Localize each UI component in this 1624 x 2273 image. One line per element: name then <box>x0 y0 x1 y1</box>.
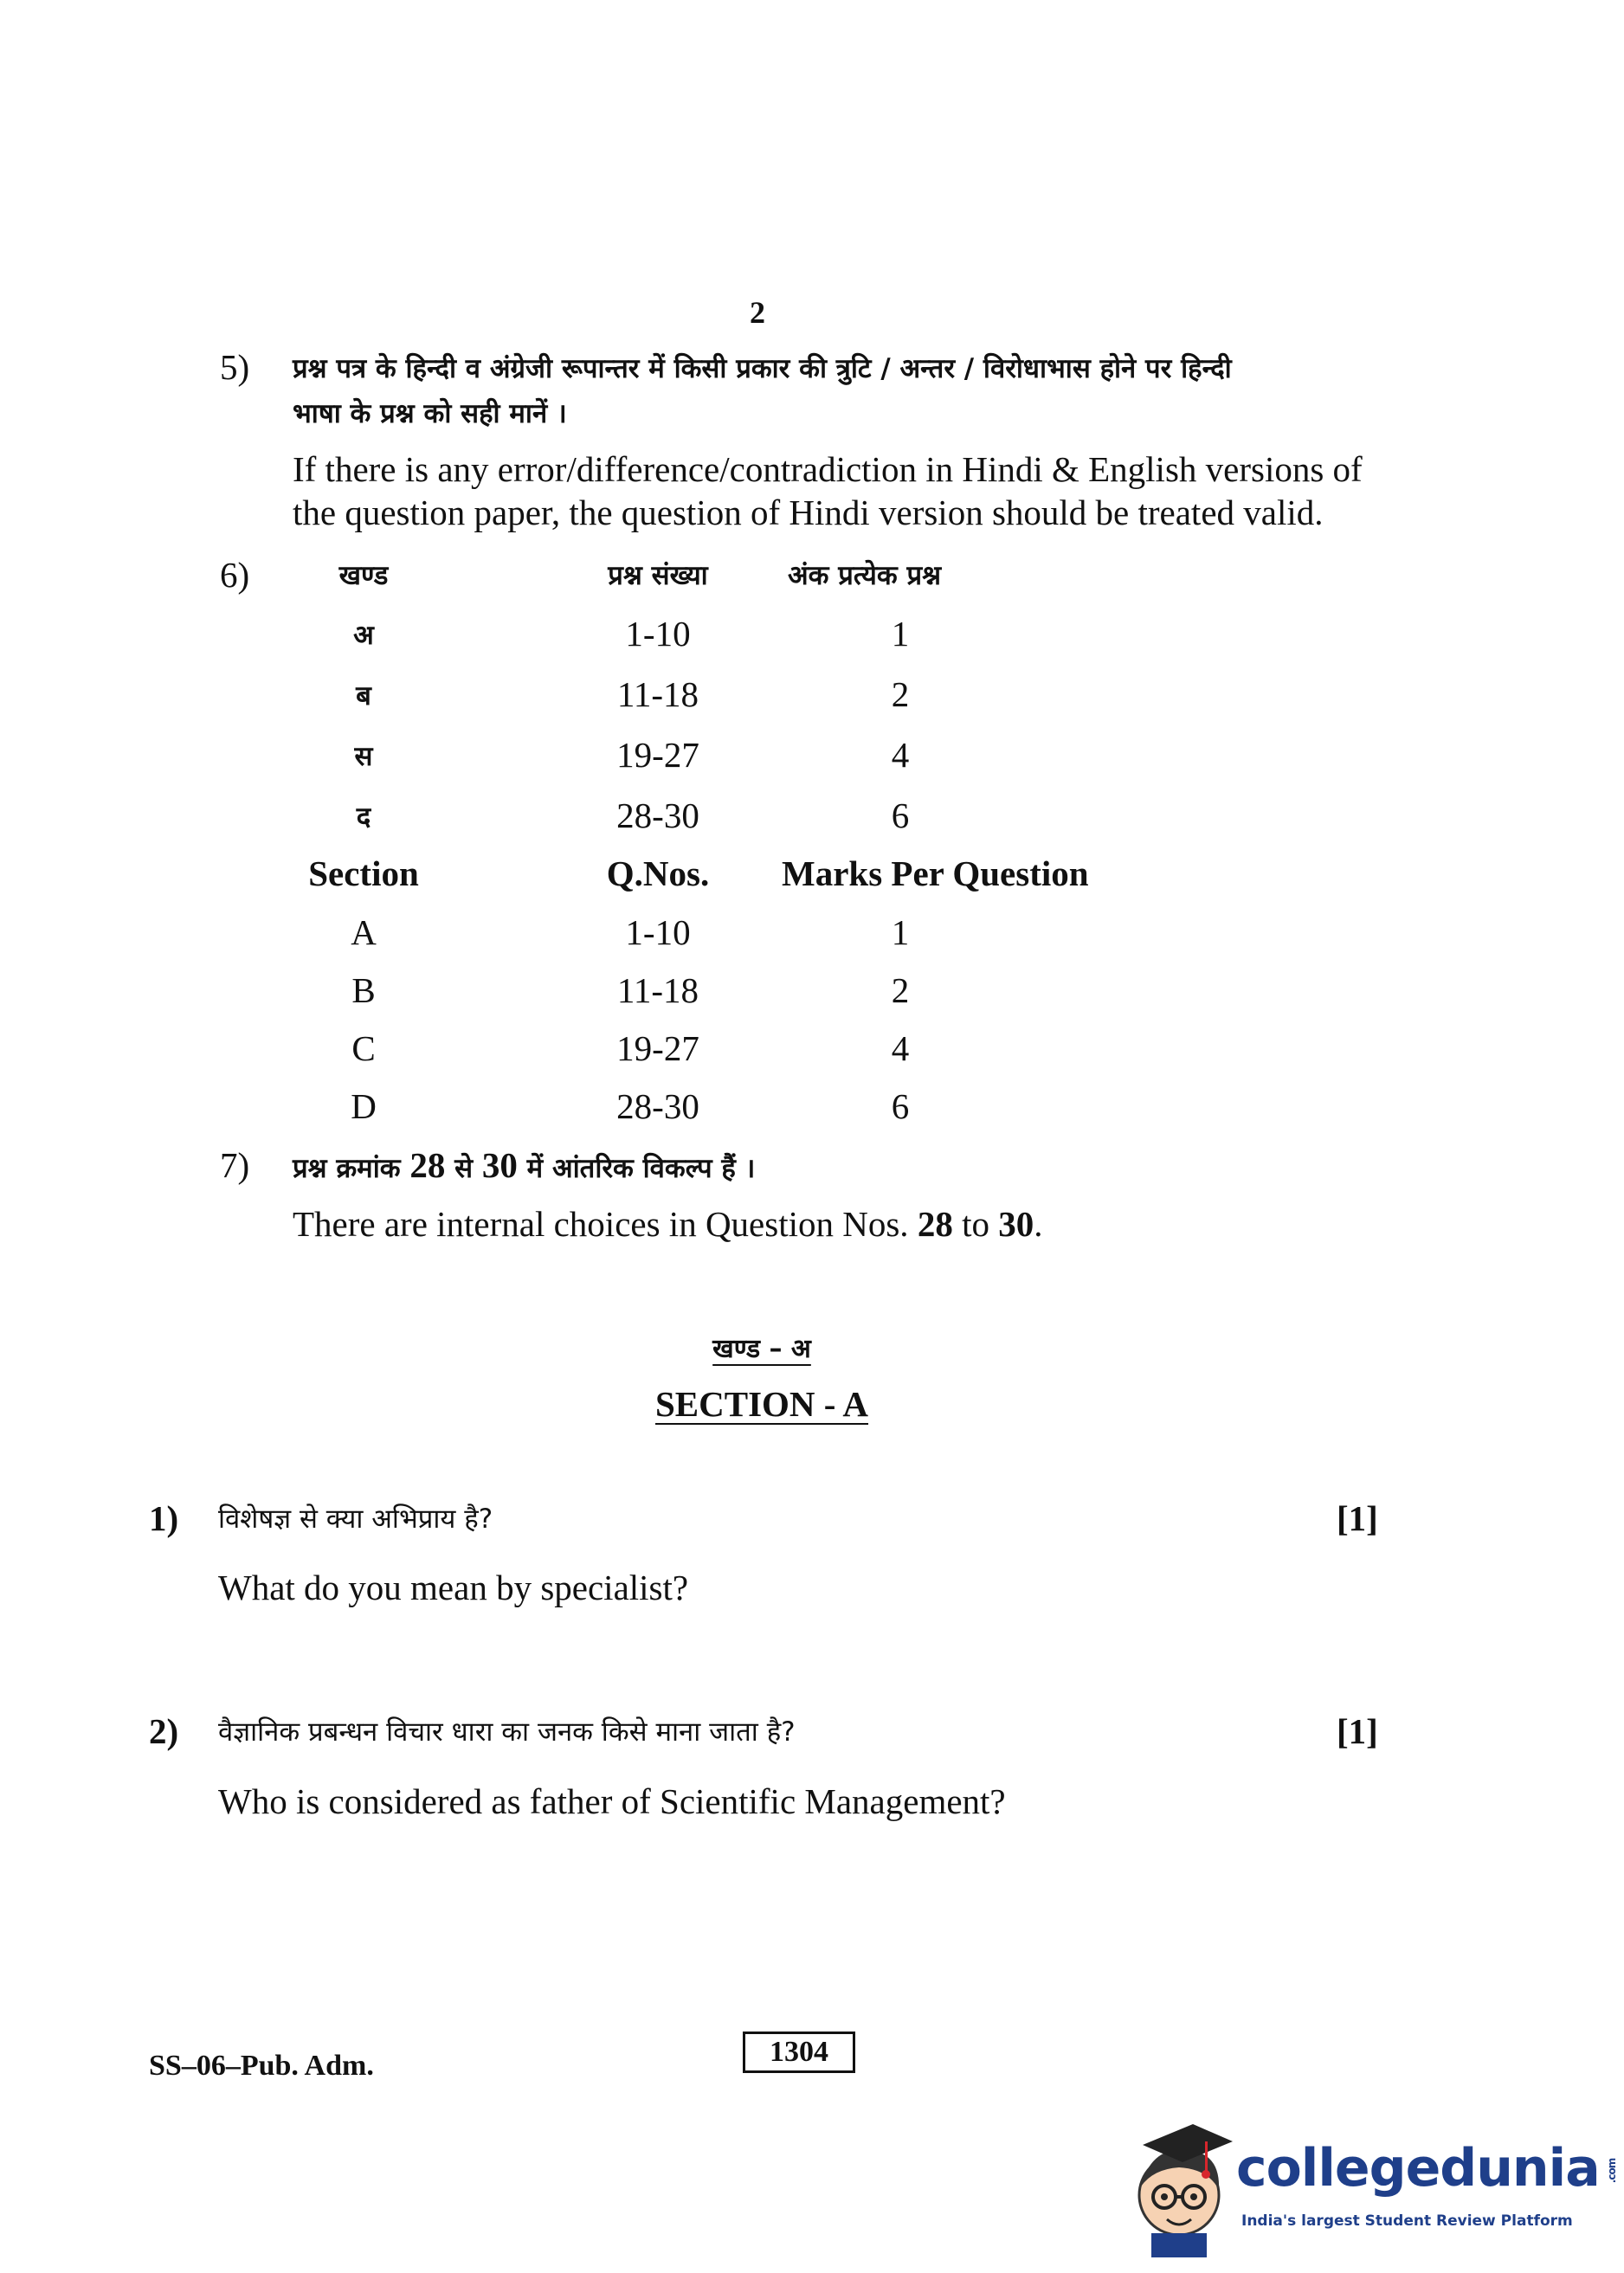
hindi-header-section: खण्ड <box>338 560 389 591</box>
brand-suffix: .com <box>1605 2159 1618 2184</box>
hindi-row-4-section: द <box>356 802 371 833</box>
hindi-row-3-section: स <box>354 741 373 772</box>
item-7-hindi-post: में आंतरिक विकल्प हैं । <box>517 1153 756 1184</box>
english-header-qnos: Q.Nos. <box>606 853 710 893</box>
item-7-number: 7) <box>220 1145 250 1185</box>
english-header-marks: Marks Per Question <box>782 853 1089 893</box>
mascot-icon <box>1125 2112 1238 2259</box>
page-number: 2 <box>750 295 765 330</box>
english-row-2-section: B <box>351 970 376 1010</box>
hindi-row-4-marks: 6 <box>891 795 910 835</box>
item-7-english-mid: to <box>952 1204 999 1244</box>
english-row-3-qnos: 19-27 <box>616 1028 699 1068</box>
brand-name-text: collegedunia <box>1236 2138 1600 2199</box>
question-1-english: What do you mean by specialist? <box>218 1568 689 1607</box>
hindi-row-2-marks: 2 <box>891 674 910 714</box>
item-7-hindi-n2: 30 <box>481 1145 518 1185</box>
section-title-english: SECTION - A <box>654 1384 869 1424</box>
item-7-hindi-pre: प्रश्न क्रमांक <box>293 1153 410 1184</box>
item-7-english-pre: There are internal choices in Question Nos. <box>293 1204 918 1244</box>
item-7-english-post: . <box>1034 1204 1043 1244</box>
item-5-english-line1: If there is any error/difference/contradiction in Hindi & English versions of <box>293 449 1363 489</box>
hindi-row-3-qnos: 19-27 <box>616 735 699 775</box>
english-row-1-marks: 1 <box>891 912 910 952</box>
hindi-row-3-marks: 4 <box>891 735 910 775</box>
question-2-marks: [1] <box>1337 1711 1378 1751</box>
question-1-hindi: विशेषज्ञ से क्या अभिप्राय है? <box>218 1504 493 1535</box>
brand-name <box>1236 2138 1624 2199</box>
hindi-row-4-qnos: 28-30 <box>616 795 699 835</box>
question-1-marks: [1] <box>1337 1498 1378 1538</box>
item-5-hindi-line1: प्रश्न पत्र के हिन्दी व अंग्रेजी रूपान्तर में किसी प्रकार की त्रुटि / अन्तर / विरोधाभास होने पर हिन्दी <box>293 353 1232 384</box>
english-header-section: Section <box>308 853 419 893</box>
item-7-hindi <box>293 1144 755 1186</box>
item-5-english-line2: the question paper, the question of Hindi version should be treated valid. <box>293 493 1324 532</box>
hindi-row-1-section: अ <box>353 620 374 651</box>
question-2-number: 2) <box>149 1711 179 1751</box>
hindi-header-marks: अंक प्रत्येक प्रश्न <box>788 560 942 591</box>
english-row-4-section: D <box>351 1086 377 1126</box>
english-row-1-section: A <box>351 912 377 952</box>
footer-page-code: 1304 <box>743 2032 855 2073</box>
english-row-2-qnos: 11-18 <box>616 970 699 1010</box>
footer-paper-code: SS–06–Pub. Adm. <box>149 2050 374 2082</box>
item-7-hindi-n1: 28 <box>409 1145 446 1185</box>
english-row-3-section: C <box>351 1028 376 1068</box>
item-7-english-n2: 30 <box>998 1204 1034 1244</box>
item-7-english <box>293 1203 1042 1245</box>
question-2-hindi: वैज्ञानिक प्रबन्धन विचार धारा का जनक किसे माना जाता है? <box>218 1716 796 1748</box>
english-row-1-qnos: 1-10 <box>625 912 691 952</box>
item-5-hindi-line2: भाषा के प्रश्न को सही मानें । <box>293 398 567 429</box>
english-row-4-qnos: 28-30 <box>616 1086 699 1126</box>
item-5-number: 5) <box>220 347 250 387</box>
english-row-4-marks: 6 <box>891 1086 910 1126</box>
english-row-2-marks: 2 <box>891 970 910 1010</box>
hindi-row-2-section: ब <box>356 680 371 712</box>
question-1-number: 1) <box>149 1498 179 1538</box>
brand-tagline: India's largest Student Review Platform <box>1241 2212 1573 2230</box>
item-7-hindi-mid: से <box>445 1153 482 1184</box>
hindi-row-1-marks: 1 <box>891 614 910 654</box>
hindi-row-1-qnos: 1-10 <box>625 614 691 654</box>
question-2-english: Who is considered as father of Scientific Management? <box>218 1781 1006 1821</box>
section-title-hindi: खण्ड – अ <box>712 1334 811 1364</box>
item-7-english-n1: 28 <box>917 1204 953 1244</box>
english-row-3-marks: 4 <box>891 1028 910 1068</box>
collegedunia-logo <box>1125 2112 1618 2268</box>
item-6-number: 6) <box>220 555 250 595</box>
hindi-header-qnos: प्रश्न संख्या <box>608 560 708 591</box>
hindi-row-2-qnos: 11-18 <box>616 674 699 714</box>
